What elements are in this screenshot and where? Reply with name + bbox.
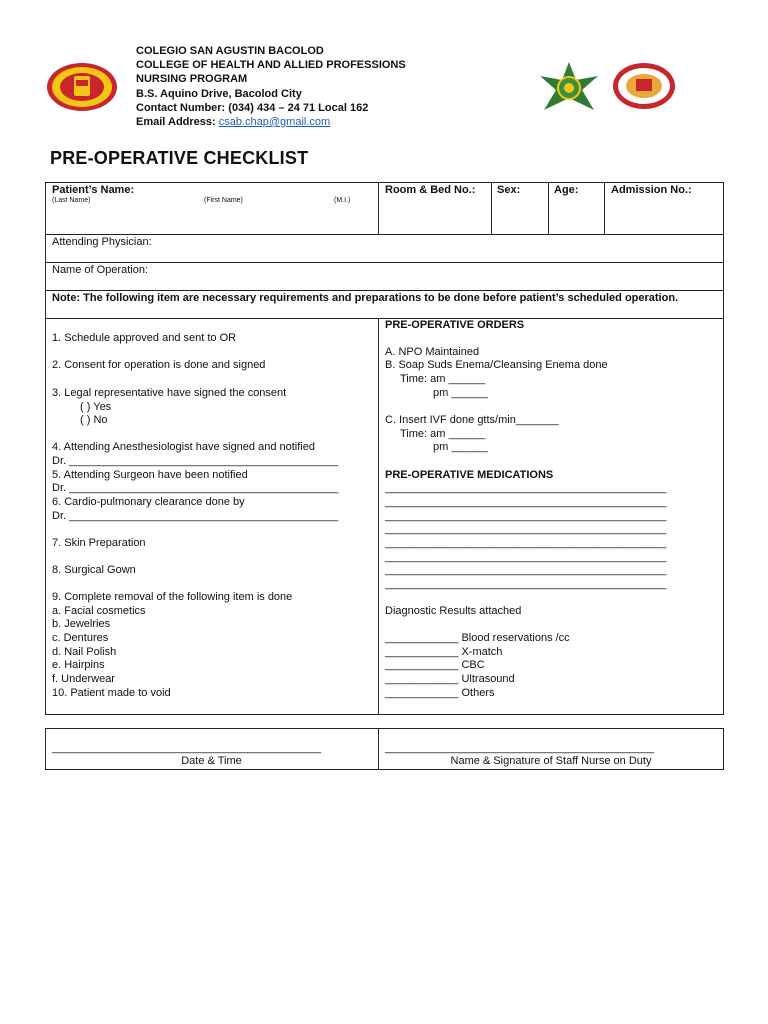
age-label: Age: xyxy=(554,184,579,196)
list-item: ____________ Ultrasound xyxy=(385,673,515,685)
yes-option: ( ) Yes xyxy=(80,401,112,413)
list-item: ____________ CBC xyxy=(385,659,485,671)
list-item: f. Underwear xyxy=(52,673,115,685)
list-item: d. Nail Polish xyxy=(52,646,117,658)
middle-initial-hint: (M.I.) xyxy=(334,197,351,204)
nurse-signature-line: ____________________________________________ xyxy=(385,742,655,754)
list-item: ____________ Others xyxy=(385,687,495,699)
medication-line: ______________________________________________ xyxy=(385,496,667,508)
list-item: a. Facial cosmetics xyxy=(52,605,146,617)
room-bed-label: Room & Bed No.: xyxy=(385,184,476,196)
list-item: 4. Attending Anesthesiologist have signed and notified xyxy=(52,441,315,453)
list-item: A. NPO Maintained xyxy=(385,346,480,358)
college-seal-icon xyxy=(612,62,676,110)
note-text: Note: The following item are necessary requirements and preparations to be done before patient’s scheduled operation. xyxy=(52,292,679,304)
list-item: 8. Surgical Gown xyxy=(52,564,136,576)
email-row xyxy=(136,115,406,129)
list-item: e. Hairpins xyxy=(52,659,105,671)
no-option: ( ) No xyxy=(80,414,108,426)
list-item: 3. Legal representative have signed the consent xyxy=(52,387,287,399)
list-item: B. Soap Suds Enema/Cleansing Enema done xyxy=(385,359,608,371)
list-item: b. Jewelries xyxy=(52,618,111,630)
sex-label: Sex: xyxy=(497,184,521,196)
list-item: 7. Skin Preparation xyxy=(52,537,146,549)
list-item: 6. Cardio-pulmonary clearance done by xyxy=(52,496,245,508)
medications-heading: PRE-OPERATIVE MEDICATIONS xyxy=(385,469,554,481)
time-pm: pm ______ xyxy=(433,441,489,453)
page-title: PRE-OPERATIVE CHECKLIST xyxy=(50,148,309,168)
list-item: 9. Complete removal of the following item is done xyxy=(52,591,293,603)
list-item: 10. Patient made to void xyxy=(52,687,171,699)
institution-header xyxy=(136,44,406,129)
diagnostic-heading: Diagnostic Results attached xyxy=(385,605,522,617)
date-time-label: Date & Time xyxy=(181,755,242,767)
nursing-cross-emblem-icon xyxy=(536,60,602,116)
last-name-hint: (Last Name) xyxy=(52,197,91,204)
medication-line: ______________________________________________ xyxy=(385,523,667,535)
doctor-line: Dr. ____________________________________________ xyxy=(52,510,339,522)
orders-heading: PRE-OPERATIVE ORDERS xyxy=(385,319,525,331)
contact-number: Contact Number: (034) 434 – 24 71 Local 162 xyxy=(136,101,369,114)
list-item: 2. Consent for operation is done and signed xyxy=(52,359,266,371)
email-link[interactable]: csab.chap@gmail.com xyxy=(218,116,331,129)
first-name-hint: (First Name) xyxy=(204,197,243,204)
list-item: 1. Schedule approved and sent to OR xyxy=(52,332,237,344)
list-item: c. Dentures xyxy=(52,632,109,644)
operation-name-label: Name of Operation: xyxy=(52,264,148,276)
medication-line: ______________________________________________ xyxy=(385,510,667,522)
medication-line: ______________________________________________ xyxy=(385,551,667,563)
doctor-line: Dr. ____________________________________________ xyxy=(52,482,339,494)
medication-line: ______________________________________________ xyxy=(385,537,667,549)
medication-line: ______________________________________________ xyxy=(385,578,667,590)
time-pm: pm ______ xyxy=(433,387,489,399)
list-item: ____________ Blood reservations /cc xyxy=(385,632,570,644)
nurse-signature-label: Name & Signature of Staff Nurse on Duty xyxy=(450,755,652,767)
medication-line: ______________________________________________ xyxy=(385,482,667,494)
list-item: 5. Attending Surgeon have been notified xyxy=(52,469,248,481)
college-name: COLLEGE OF HEALTH AND ALLIED PROFESSIONS xyxy=(136,59,406,72)
school-seal-icon xyxy=(46,62,118,112)
admission-label: Admission No.: xyxy=(611,184,692,196)
time-am: Time: am ______ xyxy=(400,428,486,440)
list-item: ____________ X-match xyxy=(385,646,503,658)
school-name: COLEGIO SAN AGUSTIN BACOLOD xyxy=(136,45,324,57)
program-name: NURSING PROGRAM xyxy=(136,73,248,86)
attending-physician-label: Attending Physician: xyxy=(52,236,152,248)
address: B.S. Aquino Drive, Bacolod City xyxy=(136,87,302,100)
list-item: C. Insert IVF done gtts/min_______ xyxy=(385,414,559,426)
email-label: Email Address: xyxy=(136,116,219,129)
medication-line: ______________________________________________ xyxy=(385,564,667,576)
time-am: Time: am ______ xyxy=(400,373,486,385)
patient-name-label: Patient’s Name: xyxy=(52,184,135,196)
doctor-line: Dr. ____________________________________________ xyxy=(52,455,339,467)
date-time-line: ____________________________________________ xyxy=(52,742,322,754)
